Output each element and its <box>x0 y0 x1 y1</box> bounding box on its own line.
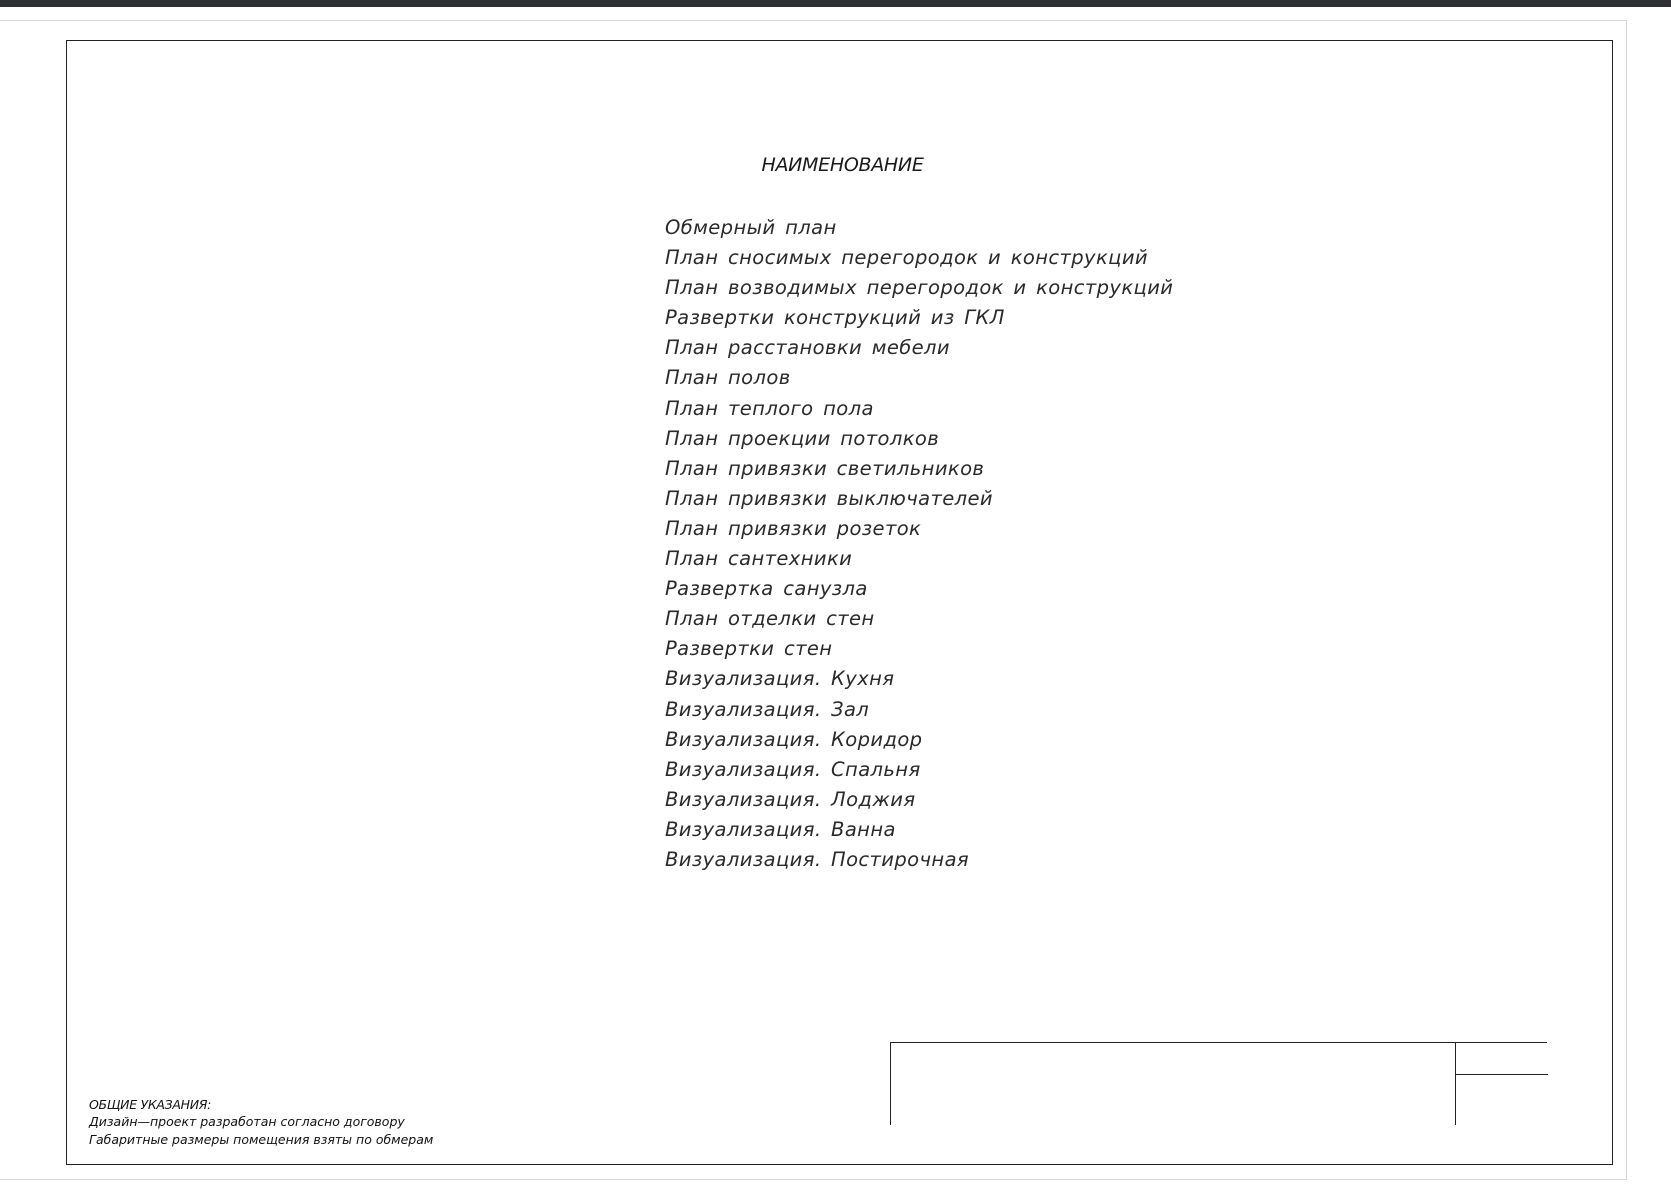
drawing-frame <box>66 40 1613 1165</box>
window-top-bar <box>0 0 1671 7</box>
sheet-list-item: План привязки светильников <box>665 456 985 480</box>
sheet-list-item: План привязки выключателей <box>665 486 993 510</box>
general-notes-heading: ОБЩИЕ УКАЗАНИЯ: <box>89 1096 212 1112</box>
sheet-list-item: Визуализация. Ванна <box>665 817 896 841</box>
general-notes-line: Дизайн—проект разработан согласно договору <box>89 1114 405 1129</box>
sheet-list-item: План сантехники <box>665 547 853 571</box>
sheet-list-item: План проекции потолков <box>665 426 940 450</box>
general-notes <box>89 1096 433 1149</box>
sheet-list-item: Визуализация. Коридор <box>665 727 923 751</box>
sheet-list-item: План отделки стен <box>665 607 875 631</box>
sheet-list-item: Визуализация. Лоджия <box>665 787 916 811</box>
general-notes-line: Габаритные размеры помещения взяты по обмерам <box>89 1131 434 1147</box>
sheet-list-item: Развертки конструкций из ГКЛ <box>665 306 1005 330</box>
sheet-list-item: Обмерный план <box>665 216 837 239</box>
title-block <box>890 1042 1547 1125</box>
title-block-divider <box>1455 1043 1456 1125</box>
sheet-list-item: Визуализация. Спальня <box>665 757 921 781</box>
sheet-list-title: НАИМЕНОВАНИЕ <box>761 154 924 176</box>
sheet-list-item: Визуализация. Кухня <box>665 667 895 691</box>
sheet-list-item: План полов <box>665 366 791 390</box>
sheet-list-item: План расстановки мебели <box>665 336 950 360</box>
sheet-list <box>665 213 1173 875</box>
sheet-list-item: Визуализация. Зал <box>665 697 870 721</box>
sheet-list-item: План теплого пола <box>665 396 874 420</box>
sheet-list-item: Развертки стен <box>665 637 833 661</box>
sheet-list-item: План возводимых перегородок и конструкций <box>665 276 1174 300</box>
sheet-list-item: План привязки розеток <box>665 516 922 540</box>
viewer-gutter <box>1627 20 1671 1180</box>
sheet-list-item: План сносимых перегородок и конструкций <box>665 246 1148 270</box>
sheet-list-item: Развертка санузла <box>665 577 868 601</box>
title-block-cell-line <box>1455 1074 1548 1075</box>
sheet-list-item: Визуализация. Постирочная <box>665 847 970 871</box>
